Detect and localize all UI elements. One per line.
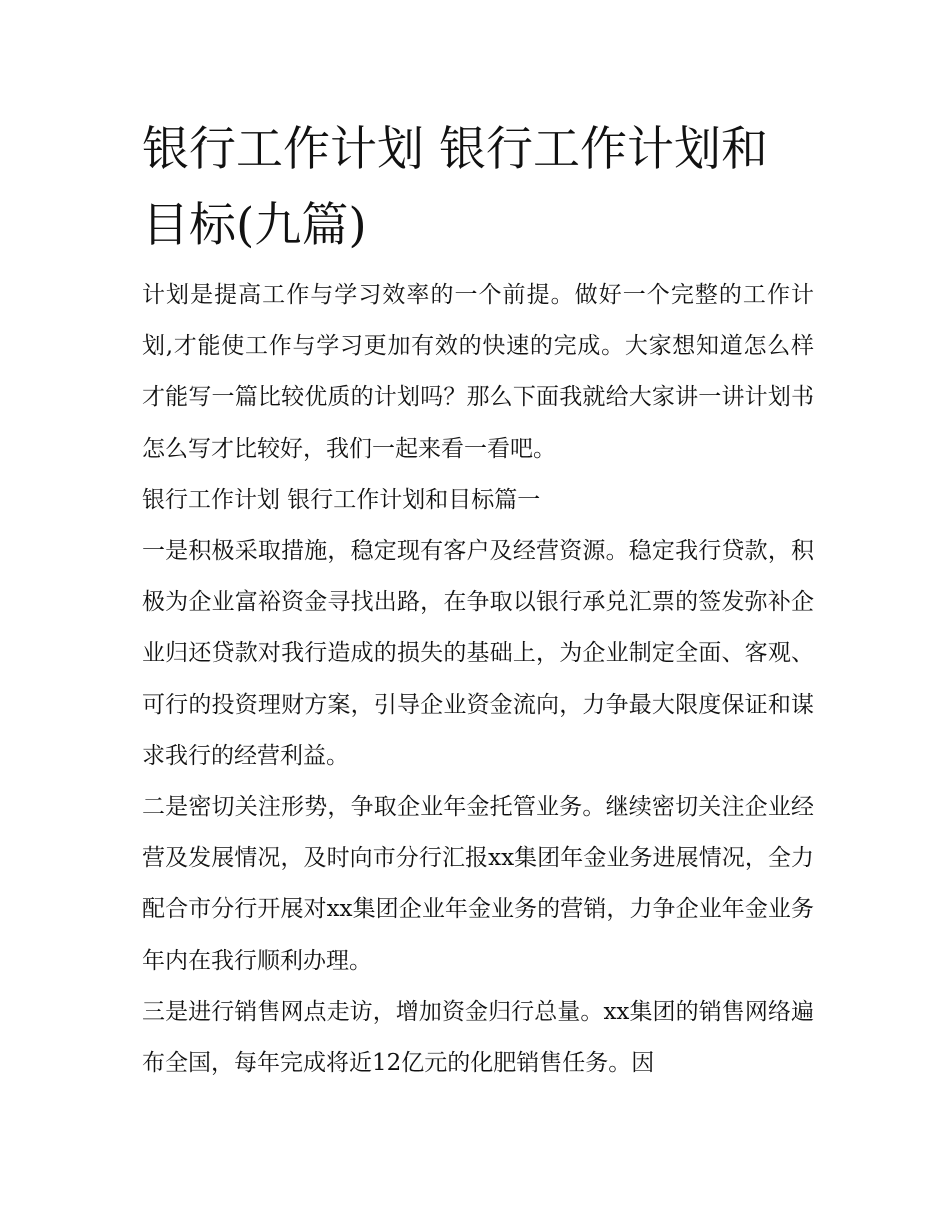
body-paragraph-1: 一是积极采取措施，稳定现有客户及经营资源。稳定我行贷款，积极为企业富裕资金寻找出路，在争取以银行承兑汇票的签发弥补企业归还贷款对我行造成的损失的基础上，为企业制定全面、客观、可行的投资理财方案，引导企业资金流向，力争最大限度保证和谋求我行的经营利益。 (142, 538, 814, 769)
body-paragraph-3: 三是进行销售网点走访，增加资金归行总量。xx集团的销售网络遍布全国，每年完成将近12亿元的化肥销售任务。因 (142, 998, 814, 1077)
section-heading: 银行工作计划 银行工作计划和目标篇一 (142, 486, 541, 513)
document-body (142, 270, 814, 1089)
document-content (142, 112, 814, 1089)
body-paragraph-2: 二是密切关注形势，争取企业年金托管业务。继续密切关注企业经营及发展情况，及时向市分行汇报xx集团年金业务进展情况，全力配合市分行开展对xx集团企业年金业务的营销，力争企业年金业务年内在我行顺利办理。 (142, 794, 814, 974)
document-title: 银行工作计划 银行工作计划和目标(九篇) (142, 122, 768, 253)
intro-paragraph: 计划是提高工作与学习效率的一个前提。做好一个完整的工作计划,才能使工作与学习更加有效的快速的完成。大家想知道怎么样才能写一篇比较优质的计划吗？那么下面我就给大家讲一讲计划书怎么写才比较好，我们一起来看一看吧。 (142, 282, 814, 462)
